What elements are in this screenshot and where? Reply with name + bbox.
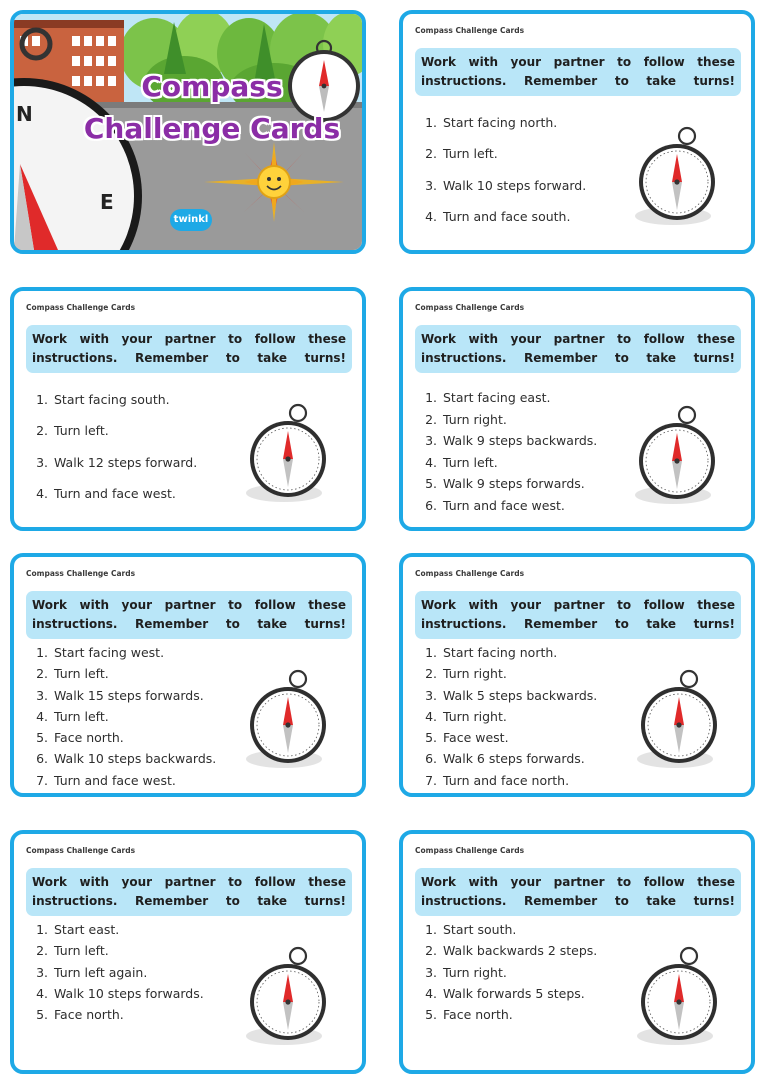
list-item: 4. Turn left. <box>36 708 109 724</box>
list-item: 6. Turn and face west. <box>425 497 565 513</box>
compass-letter-e: E <box>100 190 114 214</box>
card-header: Compass Challenge Cards <box>26 303 136 312</box>
steps-list <box>417 922 597 1028</box>
list-item: 2. Turn left. <box>36 943 109 959</box>
list-item: 1. Start facing south. <box>36 392 170 407</box>
list-item: 2. Walk backwards 2 steps. <box>425 943 598 959</box>
challenge-card <box>399 287 755 531</box>
compass-letter-n: N <box>16 102 33 126</box>
compass-icon <box>631 669 727 769</box>
list-item: 3. Walk 10 steps forward. <box>425 177 587 193</box>
steps-list <box>28 645 216 794</box>
instructions-box: Work with your partner to follow these instructions. Remember to take turns! <box>415 868 741 916</box>
steps-list <box>417 645 597 794</box>
challenge-card <box>399 10 755 254</box>
list-item: 7. Turn and face north. <box>425 772 570 788</box>
list-item: 5. Face west. <box>425 730 509 746</box>
list-item: 2. Turn left. <box>36 666 109 682</box>
card-header: Compass Challenge Cards <box>415 303 525 312</box>
challenge-card <box>10 830 366 1074</box>
instructions-box: Work with your partner to follow these instructions. Remember to take turns! <box>415 591 741 639</box>
steps-list <box>28 922 204 1028</box>
list-item: 1. Start facing west. <box>36 645 165 660</box>
list-item: 4. Walk 10 steps forwards. <box>36 985 204 1001</box>
card-header: Compass Challenge Cards <box>26 846 136 855</box>
challenge-card <box>399 553 755 797</box>
instructions-box: Work with your partner to follow these instructions. Remember to take turns! <box>26 591 352 639</box>
list-item: 2. Turn right. <box>425 411 507 427</box>
cover-card <box>10 10 366 254</box>
compass-icon <box>629 126 725 226</box>
list-item: 3. Walk 9 steps backwards. <box>425 433 598 448</box>
list-item: 4. Turn left. <box>425 454 498 470</box>
list-item: 5. Face north. <box>36 730 124 746</box>
card-header: Compass Challenge Cards <box>415 569 525 578</box>
list-item: 5. Face north. <box>36 1007 124 1023</box>
list-item: 3. Walk 15 steps forwards. <box>36 687 204 703</box>
compass-icon <box>631 946 727 1046</box>
list-item: 3. Walk 12 steps forward. <box>36 454 198 470</box>
list-item: 3. Turn right. <box>425 964 507 980</box>
cover-title-line1: Compass <box>141 70 283 103</box>
list-item: 3. Walk 5 steps backwards. <box>425 687 598 703</box>
instructions-box: Work with your partner to follow these instructions. Remember to take turns! <box>415 325 741 373</box>
list-item: 4. Turn and face west. <box>36 485 176 501</box>
list-item: 6. Walk 10 steps backwards. <box>36 751 217 767</box>
challenge-card <box>10 287 366 531</box>
steps-list <box>28 392 197 517</box>
list-item: 1. Start east. <box>36 922 120 937</box>
steps-list <box>417 115 586 240</box>
instructions-box: Work with your partner to follow these instructions. Remember to take turns! <box>26 868 352 916</box>
instructions-box: Work with your partner to follow these instructions. Remember to take turns! <box>415 48 741 96</box>
list-item: 5. Walk 9 steps forwards. <box>425 476 585 491</box>
list-item: 1. Start south. <box>425 922 517 937</box>
instructions-box: Work with your partner to follow these instructions. Remember to take turns! <box>26 325 352 373</box>
list-item: 2. Turn right. <box>425 666 507 682</box>
list-item: 2. Turn left. <box>425 146 498 162</box>
list-item: 6. Walk 6 steps forwards. <box>425 751 585 767</box>
list-item: 2. Turn left. <box>36 423 109 439</box>
brand-logo: twinkl <box>170 209 212 231</box>
list-item: 7. Turn and face west. <box>36 772 176 788</box>
cover-title-line2: Challenge Cards <box>83 112 341 145</box>
list-item: 4. Walk forwards 5 steps. <box>425 985 585 1001</box>
challenge-card <box>10 553 366 797</box>
list-item: 5. Face north. <box>425 1007 513 1023</box>
list-item: 3. Turn left again. <box>36 964 148 980</box>
list-item: 4. Turn right. <box>425 708 507 724</box>
list-item: 1. Start facing north. <box>425 115 558 130</box>
compass-icon <box>240 403 336 503</box>
list-item: 1. Start facing east. <box>425 390 551 405</box>
card-header: Compass Challenge Cards <box>415 846 525 855</box>
compass-icon <box>240 946 336 1046</box>
steps-list <box>417 390 597 519</box>
list-item: 4. Turn and face south. <box>425 208 571 224</box>
compass-icon <box>629 405 725 505</box>
challenge-card <box>399 830 755 1074</box>
card-header: Compass Challenge Cards <box>26 569 136 578</box>
list-item: 1. Start facing north. <box>425 645 558 660</box>
card-header: Compass Challenge Cards <box>415 26 525 35</box>
compass-icon <box>240 669 336 769</box>
